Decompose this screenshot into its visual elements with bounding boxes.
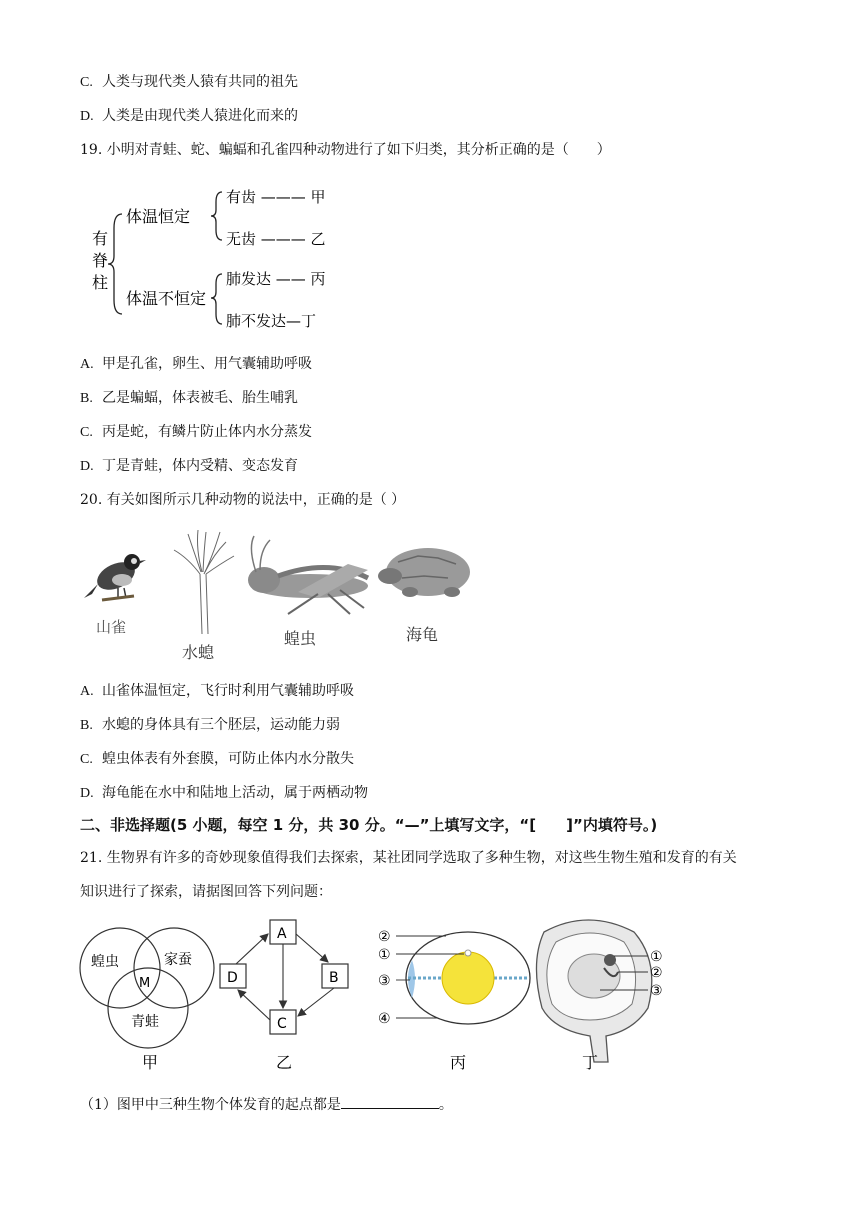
venn-label-silkworm: 家蚕 [164,952,192,968]
q18-option-c: C. 人类与现代类人猿有共同的祖先 [80,74,298,90]
q19-option-b: B. 乙是蝙蝠，体表被毛、胎生哺乳 [80,390,298,406]
q20-animals-figure [78,528,498,668]
tree-leaf-2: 无齿 ——— 乙 [226,230,326,248]
tree-branch-1: 体温恒定 [126,207,191,226]
hydra-image [174,530,234,634]
label-tit: 山雀 [96,618,127,636]
tree-leaf-1: 有齿 ——— 甲 [226,188,326,206]
uterus-num-3: ③ [650,983,663,999]
q21-figures [78,912,698,1078]
cycle-node-d: D [227,970,238,986]
q20-option-d: D. 海龟能在水中和陆地上活动，属于两栖动物 [80,785,368,801]
q20-option-b: B. 水螅的身体具有三个胚层，运动能力弱 [80,717,340,733]
q19-option-a: A. 甲是孔雀，卵生、用气囊辅助呼吸 [80,356,312,372]
q18-option-d: D. 人类是由现代类人猿进化而来的 [80,108,298,124]
tit-bird-image [84,554,146,600]
cycle-node-a: A [277,926,287,942]
cycle-node-c: C [277,1016,287,1032]
caption-bing: 丙 [450,1053,467,1072]
tree-root-1: 有 [92,229,109,248]
q20-option-c: C. 蝗虫体表有外套膜，可防止体内水分散失 [80,751,354,767]
fig-bing-egg [406,932,530,1024]
q19-classification-tree [80,178,360,338]
q19-stem: 19. 小明对青蛙、蛇、蝙蝠和孔雀四种动物进行了如下归类，其分析正确的是（ ） [80,142,611,158]
label-sea-turtle: 海龟 [406,625,439,644]
q19-option-c: C. 丙是蛇，有鳞片防止体内水分蒸发 [80,424,312,440]
section-title: 二、非选择题(5 小题，每空 1 分，共 30 分。“—”上填写文字，“[ ]”内填符号。) [80,816,658,834]
cycle-node-b: B [329,970,339,986]
q20-option-a: A. 山雀体温恒定，飞行时利用气囊辅助呼吸 [80,683,354,699]
egg-num-2: ② [378,929,391,945]
tree-root-3: 柱 [92,273,109,292]
caption-ding: 丁 [582,1053,599,1072]
egg-num-1: ① [378,947,391,963]
q21-stem-line1: 21. 生物界有许多的奇妙现象值得我们去探索，某社团同学选取了多种生物，对这些生物生殖和发育的有关 [80,850,737,866]
egg-num-3: ③ [378,973,391,989]
q19-option-d: D. 丁是青蛙，体内受精、变态发育 [80,458,298,474]
q21-sub1-blank[interactable] [341,1094,439,1109]
fig-ding-uterus [536,920,651,1062]
grasshopper-image [248,536,368,614]
egg-num-4: ④ [378,1011,391,1027]
label-hydra: 水螅 [182,643,215,662]
uterus-num-1: ① [650,949,663,965]
tree-root-2: 脊 [92,251,109,270]
caption-jia: 甲 [142,1053,159,1072]
caption-yi: 乙 [276,1053,293,1072]
tree-leaf-4: 肺不发达—丁 [226,312,317,330]
tree-leaf-3: 肺发达 —— 丙 [226,270,326,288]
q21-stem-line2: 知识进行了探索，请据图回答下列问题： [80,884,332,900]
sea-turtle-image [378,548,470,597]
q20-stem: 20. 有关如图所示几种动物的说法中，正确的是（ ） [80,492,406,508]
uterus-num-2: ② [650,965,663,981]
cycle-arrows [236,934,334,1020]
q21-sub1: （1）图甲中三种生物个体发育的起点都是 。 [80,1094,453,1115]
venn-label-m: M [139,976,151,991]
venn-label-grasshopper: 蝗虫 [91,954,119,970]
tree-branch-2: 体温不恒定 [126,289,207,308]
venn-label-frog: 青蛙 [131,1014,159,1030]
label-grasshopper: 蝗虫 [284,629,317,648]
